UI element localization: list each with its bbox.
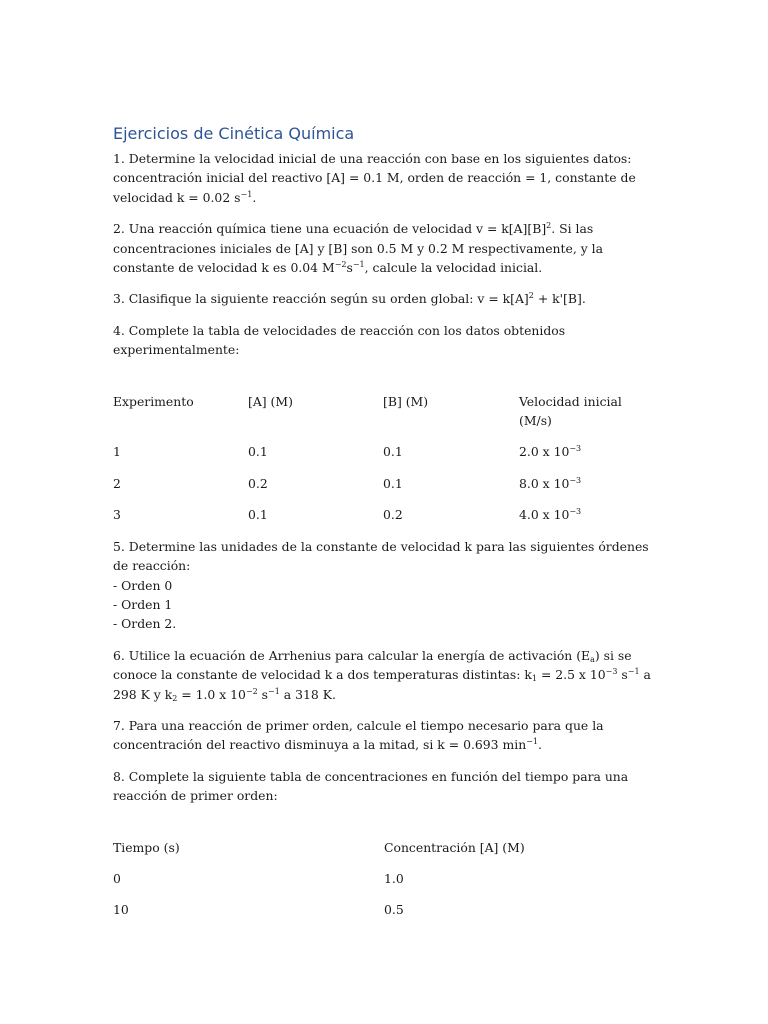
q6-text-2: ) si se conoce la constante de velocidad k a dos temperaturas distintas: k xyxy=(113,647,632,683)
q6-text: 6. Utilice la ecuación de Arrhenius para calcular la energía de activación (E xyxy=(113,647,591,663)
table-row xyxy=(113,474,658,505)
q2-unit: s xyxy=(346,260,353,276)
table-cell: 0 xyxy=(113,870,121,886)
table-row xyxy=(113,442,658,473)
q2-exponent-2: −2 xyxy=(334,260,347,270)
table-cell: 0.2 xyxy=(248,475,268,491)
table-header-cell: [B] (M) xyxy=(383,393,429,409)
table-cell: 0.1 xyxy=(248,444,268,460)
document-page xyxy=(113,122,658,932)
q7-text: 7. Para una reacción de primer orden, calcule el tiempo necesario para que la concentración del reactivo disminuya a la mitad, si k = 0.693 min xyxy=(113,717,604,753)
table-cell: 10 xyxy=(113,902,129,918)
q1-end: . xyxy=(252,189,257,205)
q6-subscript: 1 xyxy=(531,674,538,684)
table-cell xyxy=(519,442,658,473)
q6-subscript: a xyxy=(590,654,595,664)
q6-exponent: −3 xyxy=(605,667,618,677)
question-3 xyxy=(113,289,658,308)
q6-unit: s xyxy=(257,686,269,702)
rate-exponent: −3 xyxy=(569,475,582,485)
table-cell: 0.1 xyxy=(383,475,403,491)
q2-exponent-1: 2 xyxy=(546,221,552,231)
table-cell: 0.1 xyxy=(383,444,403,460)
q2-end: , calcule la velocidad inicial. xyxy=(364,260,543,276)
table-header-cell: Concentración [A] (M) xyxy=(384,839,525,855)
rate-value: 4.0 x 10 xyxy=(519,507,570,523)
q6-unit: s xyxy=(617,667,628,683)
table-row xyxy=(113,900,658,931)
table-header-row xyxy=(113,392,658,443)
table-cell: 0.1 xyxy=(248,507,268,523)
table-cell xyxy=(519,474,658,505)
concentration-table xyxy=(113,838,658,932)
table-header-cell: [A] (M) xyxy=(248,393,293,409)
rate-exponent: −3 xyxy=(569,444,582,454)
table-cell xyxy=(519,505,658,536)
question-6 xyxy=(113,646,658,704)
table-row xyxy=(113,869,658,900)
reaction-rate-table xyxy=(113,392,658,537)
q6-end: a 318 K. xyxy=(279,686,336,702)
table-header-cell: Velocidad inicial (M/s) xyxy=(519,393,622,429)
question-8: 8. Complete la siguiente tabla de concentraciones en función del tiempo para una reacción de primer orden: xyxy=(113,768,629,804)
q6-exponent: −1 xyxy=(268,686,280,696)
table-row xyxy=(113,505,658,536)
rate-value: 8.0 x 10 xyxy=(519,475,570,491)
q6-text-3: = 2.5 x 10 xyxy=(537,667,606,683)
q2-exponent-3: −1 xyxy=(352,260,365,270)
rate-value: 2.0 x 10 xyxy=(519,444,570,460)
q7-exponent: −1 xyxy=(526,737,538,747)
document-title: Ejercicios de Cinética Química xyxy=(113,124,355,143)
list-item: - Orden 2. xyxy=(113,616,177,632)
q6-text-4: a 298 K y k xyxy=(113,667,651,702)
q2-text-2: . Si las concentraciones iniciales de [A] y [B] son 0.5 M y 0.2 M respectivamente, y la constante de velocidad k es 0.04 M xyxy=(113,221,603,276)
q6-text-5: = 1.0 x 10 xyxy=(177,686,246,702)
q3-text: 3. Clasifique la siguiente reacción según su orden global: v = k[A] xyxy=(113,291,529,307)
q1-text: 1. Determine la velocidad inicial de una reacción con base en los siguientes datos: concentración inicial del reactivo [A] = 0.1 M, orden de reacción = 1, constante de velocidad k = 0.02 s xyxy=(113,151,636,205)
q1-exponent: −1 xyxy=(240,189,253,199)
question-1 xyxy=(113,149,658,207)
q7-end: . xyxy=(537,737,542,753)
table-header-cell: Tiempo (s) xyxy=(113,839,180,855)
table-cell: 1 xyxy=(113,444,121,460)
table-cell: 2 xyxy=(113,475,121,491)
q6-subscript: 2 xyxy=(172,693,178,703)
q6-exponent: −2 xyxy=(245,686,258,696)
question-2 xyxy=(113,219,658,277)
table-header-row xyxy=(113,838,658,869)
table-header-cell: Experimento xyxy=(113,393,194,409)
question-4: 4. Complete la tabla de velocidades de reacción con los datos obtenidos experimentalmente: xyxy=(113,322,566,358)
q3-end: + k'[B]. xyxy=(533,291,586,307)
table-cell: 0.2 xyxy=(383,507,403,523)
list-item: - Orden 0 xyxy=(113,577,173,593)
q3-exponent: 2 xyxy=(528,291,534,301)
q6-exponent: −1 xyxy=(627,667,640,677)
question-5: 5. Determine las unidades de la constante de velocidad k para las siguientes órdenes de reacción: xyxy=(113,538,649,574)
q2-text: 2. Una reacción química tiene una ecuación de velocidad v = k[A][B] xyxy=(113,221,547,237)
table-cell: 1.0 xyxy=(384,870,404,886)
table-cell: 3 xyxy=(113,507,121,523)
question-7 xyxy=(113,716,658,755)
list-item: - Orden 1 xyxy=(113,596,173,612)
table-cell: 0.5 xyxy=(384,902,404,918)
rate-exponent: −3 xyxy=(569,507,582,517)
